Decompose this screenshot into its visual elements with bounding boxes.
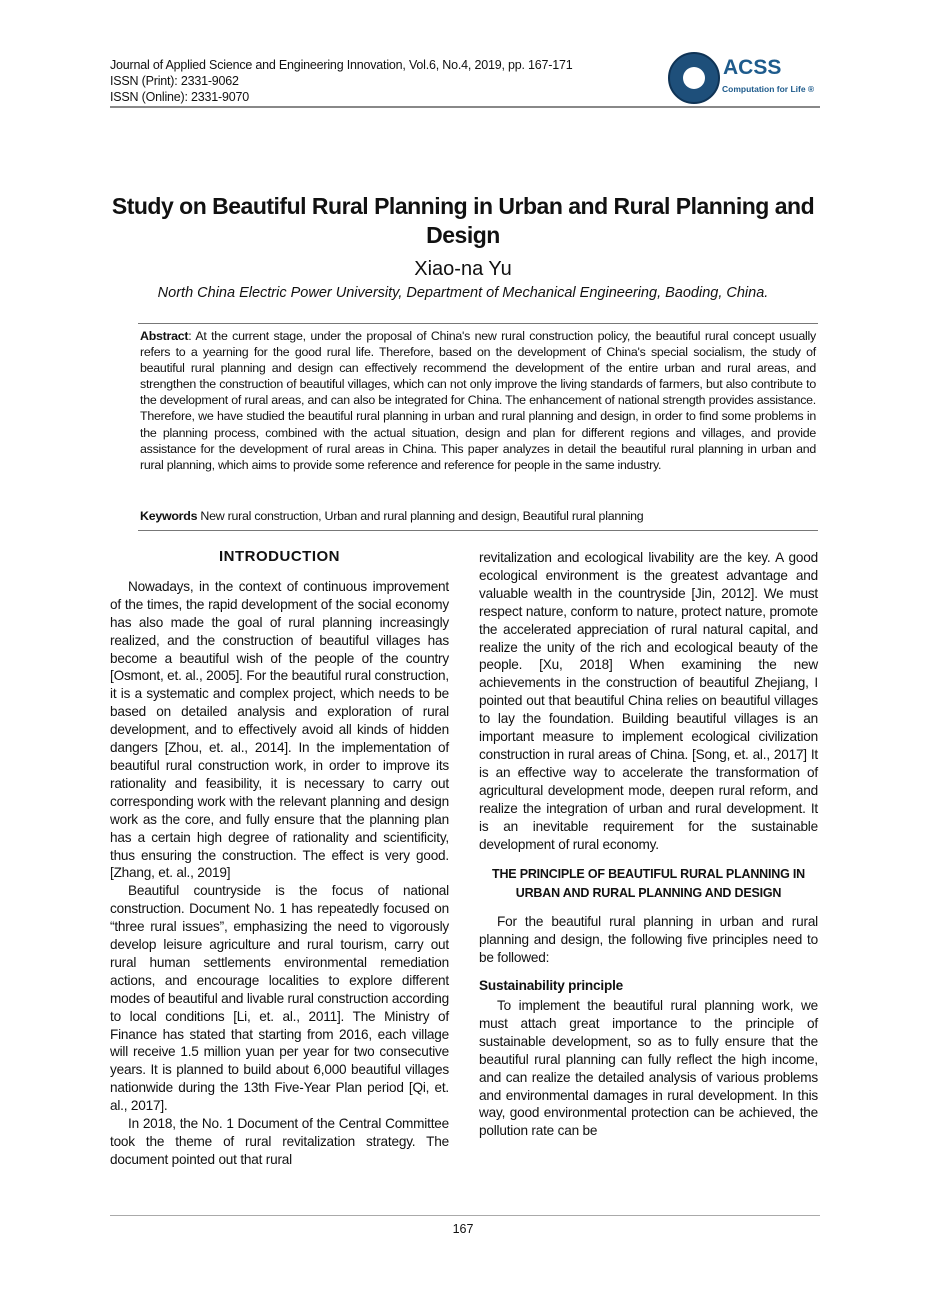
affiliation: North China Electric Power University, Department of Mechanical Engineering, Baoding, China. [157,285,769,301]
section-heading-principles: THE PRINCIPLE OF BEAUTIFUL RURAL PLANNING IN URBAN AND RURAL PLANNING AND DESIGN [492,867,805,901]
abstract-top-divider [138,323,818,324]
logo-tagline: Computation for Life ® [722,84,815,94]
paragraph: Beautiful countryside is the focus of national construction. Document No. 1 has repeatedly focused on “three rural issues”, emphasizing the need to vigorously develop leisure agriculture and rural tourism, carry out rural human settlements environmental remediation actions, and encourage localities to explore different modes of beautiful and livable rural construction according to local conditions [Li, et. al., 2011]. The Ministry of Finance has stated that starting from 2016, each village will receive 1.5 million yuan per year for two consecutive years. It is planned to build about 6,000 beautiful villages nationwide during the 13th Five-Year Plan period [Qi, et. al., 2017]. [110,883,449,1114]
paragraph: In 2018, the No. 1 Document of the Central Committee took the theme of rural revitalization strategy. The document pointed out that rural [110,1116,449,1167]
left-column [110,548,449,1169]
abstract-bottom-divider [138,530,818,531]
abstract-label: Abstract [140,329,189,343]
issn-print: ISSN (Print): 2331-9062 [110,74,239,88]
paragraph: For the beautiful rural planning in urban and rural planning and design, the following five principles need to be followed: [479,914,818,966]
journal-citation: Journal of Applied Science and Engineering Innovation, Vol.6, No.4, 2019, pp. 167-171 [110,58,573,72]
paragraph: revitalization and ecological livability are the key. A good ecological environment is the greatest advantage and valuable wealth in the countryside [Jin, 2012]. We must respect nature, conform to nature, protect nature, promote the accelerated appreciation of rural natural capital, and realize the unity of the rich and ecological beauty of the people. [Xu, 2018] When examining the new achievements in the construction of beautiful Zhejiang, I pointed out that beautiful China relies on beautiful villages to lay the foundation. Building beautiful villages is an important measure to implement ecological civilization construction in rural areas of China. [Song, et. al., 2017] It is an effective way to accelerate the transformation of agricultural development mode, deepen rural reform, and realize the integration of urban and rural development. It is an inevitable requirement for the sustainable development of rural economy. [479,550,818,852]
acss-logo-seal-icon [668,52,720,104]
page-number: 167 [452,1222,474,1236]
author: Xiao-na Yu [414,258,512,280]
abstract [140,328,816,473]
paper-title: Study on Beautiful Rural Planning in Urban and Rural Planning and Design [111,193,815,248]
keywords-text: New rural construction, Urban and rural planning and design, Beautiful rural planning [197,509,644,523]
issn-online: ISSN (Online): 2331-9070 [110,90,250,104]
footer-divider [110,1215,820,1216]
header-divider [110,106,820,108]
paragraph: To implement the beautiful rural planning work, we must attach great importance to the principle of sustainable development, so as to fully ensure that the beautiful rural planning can fully reflect the high income, and can realize the detailed analysis of various problems and environmental damages in rural development. In this way, good environmental protection can be achieved, the pollution rate can be [479,998,818,1139]
right-column [479,549,818,1140]
logo-name: ACSS [723,56,782,79]
subheading-sustainability: Sustainability principle [479,978,624,994]
section-heading-introduction: INTRODUCTION [219,548,340,565]
abstract-text: : At the current stage, under the proposal of China's new rural construction policy, the beautiful rural concept usually refers to a yearning for the good rural life. Therefore, based on the development of China's special socialism, the study of beautiful rural planning and design can effectively recommend the development of the entire urban and rural areas, and strengthen the construction of beautiful villages, which can not only improve the living standards of farmers, but also contribute to the development of rural areas, and can also be integrated for China. The enhancement of national strength provides assistance. Therefore, we have studied the beautiful rural planning in urban and rural planning and design, in order to find some problems in the planning process, combined with the actual situation, design and plan for different regions and villages, and provide assistance for the development of rural areas in China. This paper analyzes in detail the beautiful rural planning in urban and rural planning, which aims to provide some reference and reference for people in the same industry. [140,329,816,472]
keywords-label: Keywords [140,509,198,523]
keywords [140,509,816,523]
journal-header [110,57,573,105]
paragraph: Nowadays, in the context of continuous improvement of the times, the rapid development of the social economy has also made the goal of rural planning increasingly realized, and the construction of beautiful villages has become a beautiful wish of the people of the country [Osmont, et. al., 2005]. For the beautiful rural construction, it is a systematic and complex project, which needs to be based on detailed analysis and exploration of rural development, and to effectively avoid all kinds of hidden dangers [Zhou, et. al., 2014]. In the implementation of beautiful rural construction work, in order to improve its rationality and feasibility, it is necessary to carry out corresponding work with the relevant planning and design work as the core, and fully ensure that the planning plan has a certain high degree of rationality and scientificity, thus ensuring the construction. The effect is very good.[Zhang, et. al., 2019] [110,578,449,881]
